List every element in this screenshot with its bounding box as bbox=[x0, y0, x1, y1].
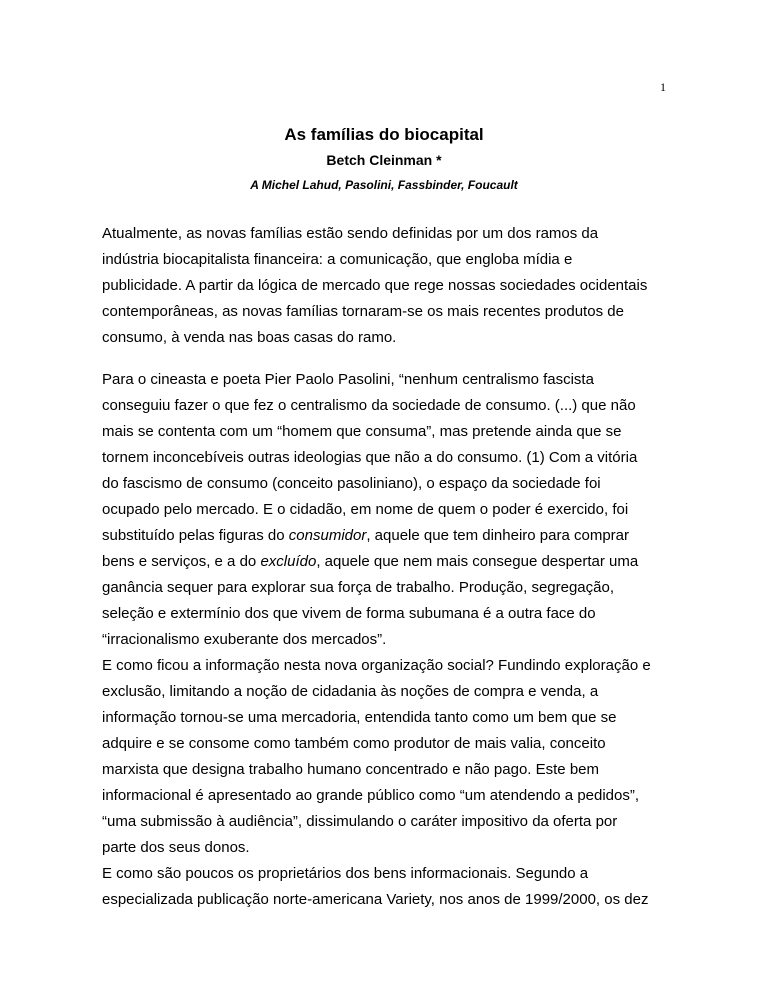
text-line bbox=[102, 523, 674, 549]
author-name: Betch Cleinman * bbox=[326, 152, 442, 168]
text-line: “uma submissão à audiência”, dissimulando o caráter impositivo da oferta por bbox=[102, 813, 618, 830]
paragraph-2 bbox=[102, 367, 674, 653]
paragraph-3 bbox=[102, 653, 674, 861]
text-line: ganância sequer para explorar sua força de trabalho. Produção, segregação, bbox=[102, 579, 614, 596]
text-run: , aquele que nem mais consegue despertar uma bbox=[316, 553, 639, 570]
text-line: conseguiu fazer o que fez o centralismo da sociedade de consumo. (...) que não bbox=[102, 397, 636, 414]
text-line: Atualmente, as novas famílias estão sendo definidas por um dos ramos da bbox=[102, 225, 599, 242]
text-line: ocupado pelo mercado. E o cidadão, em nome de quem o poder é exercido, foi bbox=[102, 501, 629, 518]
text-line: seleção e extermínio dos que vivem de forma subumana é a outra face do bbox=[102, 605, 596, 622]
emphasis-consumidor: consumidor bbox=[288, 527, 367, 544]
text-line: marxista que designa trabalho humano concentrado e não pago. Este bem bbox=[102, 761, 599, 778]
paragraph-1 bbox=[102, 221, 674, 351]
emphasis-excluido: excluído bbox=[260, 553, 317, 570]
text-line: publicidade. A partir da lógica de mercado que rege nossas sociedades ocidentais bbox=[102, 277, 648, 294]
text-line: Para o cineasta e poeta Pier Paolo Pasolini, “nenhum centralismo fascista bbox=[102, 371, 594, 388]
document-title: As famílias do biocapital bbox=[284, 125, 484, 144]
text-line: E como são poucos os proprietários dos bens informacionais. Segundo a bbox=[102, 865, 589, 882]
text-line: adquire e se consome como também como produtor de mais valia, conceito bbox=[102, 735, 606, 752]
text-line: exclusão, limitando a noção de cidadania às noções de compra e venda, a bbox=[102, 683, 599, 700]
text-line: mais se contenta com um “homem que consuma”, mas pretende ainda que se bbox=[102, 423, 622, 440]
text-line: parte dos seus donos. bbox=[102, 839, 250, 856]
text-run: , aquele que tem dinheiro para comprar bbox=[366, 527, 629, 544]
text-line: informação tornou-se uma mercadoria, entendida tanto como um bem que se bbox=[102, 709, 617, 726]
text-line: E como ficou a informação nesta nova organização social? Fundindo exploração e bbox=[102, 657, 651, 674]
paragraph-4 bbox=[102, 861, 674, 913]
text-run: bens e serviços, e a do bbox=[102, 553, 261, 570]
text-line: tornem inconcebíveis outras ideologias que não a do consumo. (1) Com a vitória bbox=[102, 449, 638, 466]
text-line: informacional é apresentado ao grande público como “um atendendo a pedidos”, bbox=[102, 787, 640, 804]
text-line: especializada publicação norte-americana Variety, nos anos de 1999/2000, os dez bbox=[102, 891, 649, 908]
text-line: contemporâneas, as novas famílias tornaram-se os mais recentes produtos de bbox=[102, 303, 624, 320]
text-line: do fascismo de consumo (conceito pasoliniano), o espaço da sociedade foi bbox=[102, 475, 601, 492]
text-line: indústria biocapitalista financeira: a comunicação, que engloba mídia e bbox=[102, 251, 573, 268]
text-line: “irracionalismo exuberante dos mercados”. bbox=[102, 631, 387, 648]
page-number: 1 bbox=[660, 80, 666, 94]
text-line: consumo, à venda nas boas casas do ramo. bbox=[102, 329, 397, 346]
text-run: substituído pelas figuras do bbox=[102, 527, 289, 544]
body-text bbox=[102, 221, 674, 913]
text-line bbox=[102, 549, 674, 575]
dedication: A Michel Lahud, Pasolini, Fassbinder, Foucault bbox=[250, 178, 518, 192]
